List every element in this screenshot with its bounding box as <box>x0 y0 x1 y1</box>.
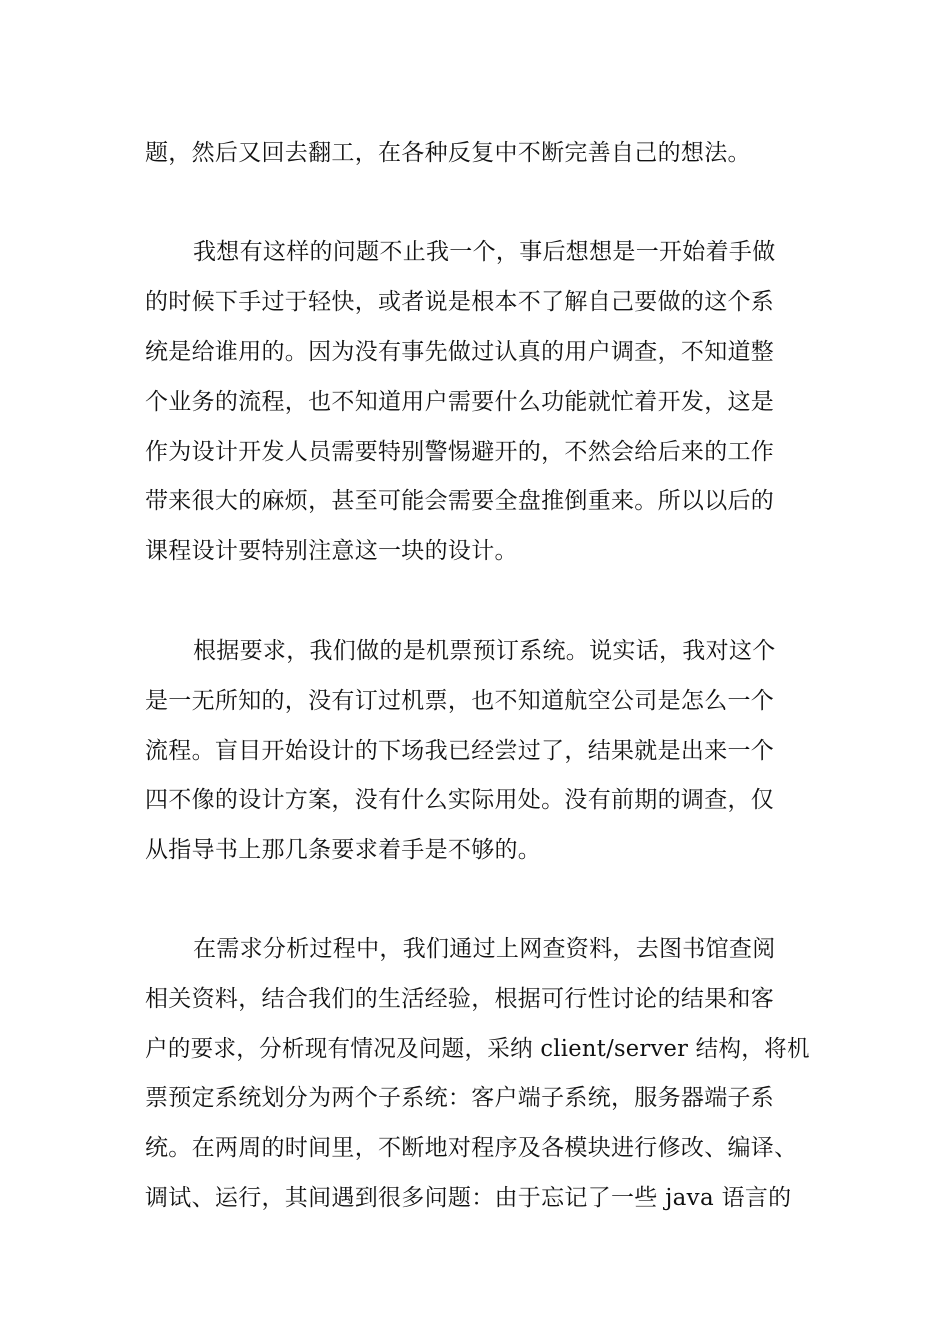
text-line: 我想有这样的问题不止我一个，事后想想是一开始着手做 <box>193 239 776 265</box>
text-line: 四不像的设计方案，没有什么实际用处。没有前期的调查，仅 <box>145 787 775 813</box>
text-line: 在需求分析过程中，我们通过上网查资料，去图书馆查阅 <box>193 936 776 962</box>
text-line: 题，然后又回去翻工，在各种反复中不断完善自己的想法。 <box>145 140 751 166</box>
text-line: 票预定系统划分为两个子系统：客户端子系统，服务器端子系 <box>145 1085 775 1111</box>
text-line: 是一无所知的，没有订过机票，也不知道航空公司是怎么一个 <box>145 688 775 714</box>
text-line: 个业务的流程，也不知道用户需要什么功能就忙着开发，这是 <box>145 389 775 415</box>
text-line: 作为设计开发人员需要特别警惕避开的，不然会给后来的工作 <box>145 439 775 465</box>
text-line: 统是给谁用的。因为没有事先做过认真的用户调查，不知道整 <box>145 339 775 365</box>
text-line: 户的要求，分析现有情况及问题，采纳 client/server 结构，将机 <box>145 1036 810 1062</box>
text-line: 带来很大的麻烦，甚至可能会需要全盘推倒重来。所以以后的 <box>145 488 775 514</box>
text-line: 的时候下手过于轻快，或者说是根本不了解自己要做的这个系 <box>145 289 775 315</box>
text-line: 相关资料，结合我们的生活经验，根据可行性讨论的结果和客 <box>145 986 775 1012</box>
text-line: 流程。盲目开始设计的下场我已经尝过了，结果就是出来一个 <box>145 738 775 764</box>
text-line: 课程设计要特别注意这一块的设计。 <box>145 538 518 564</box>
text-line: 从指导书上那几条要求着手是不够的。 <box>145 837 542 863</box>
text-line: 统。在两周的时间里，不断地对程序及各模块进行修改、编译、 <box>145 1135 798 1161</box>
text-line: 调试、运行，其间遇到很多问题：由于忘记了一些 java 语言的 <box>145 1185 792 1211</box>
text-line: 根据要求，我们做的是机票预订系统。说实话，我对这个 <box>193 638 776 664</box>
